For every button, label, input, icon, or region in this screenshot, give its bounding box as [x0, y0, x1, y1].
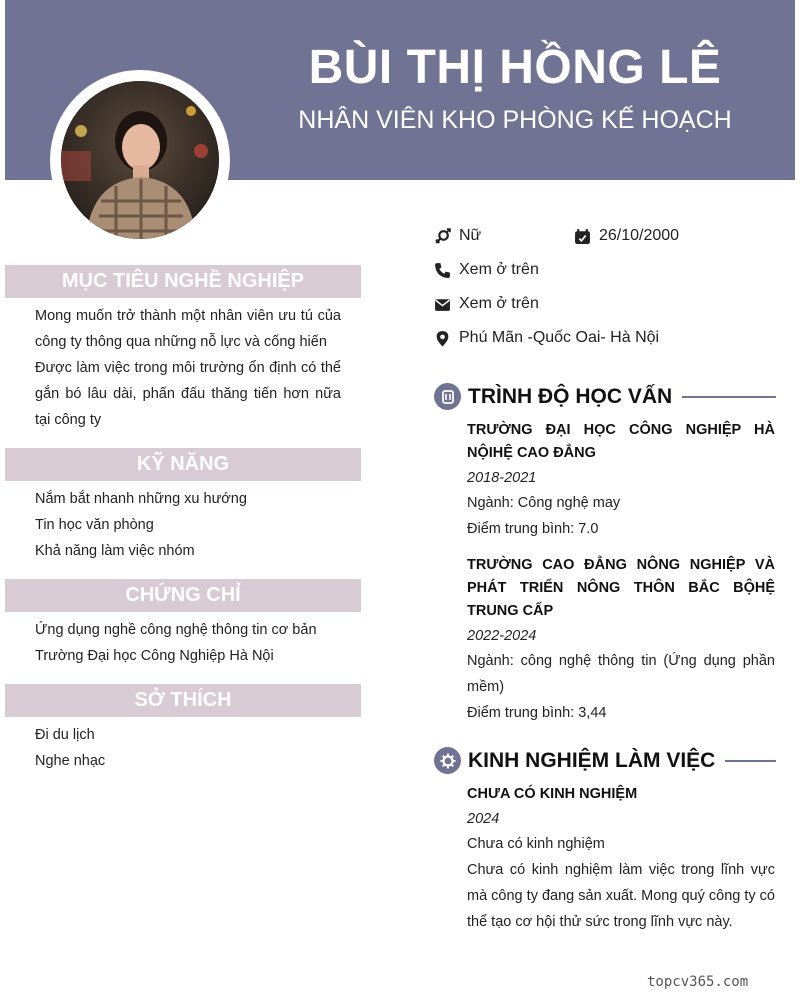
experience-description: Chưa có kinh nghiệm làm việc trong lĩnh vực mà công ty đang sản xuất. Mong quý công ty có thể tạo cơ hội thử sức trong lĩnh vực này.	[467, 862, 775, 930]
education-icon	[434, 383, 461, 410]
info-gender	[434, 227, 481, 245]
skill-item: Tin học văn phòng	[35, 517, 154, 533]
birthday-value: 26/10/2000	[599, 227, 680, 244]
skill-item: Khả năng làm việc nhóm	[35, 543, 195, 559]
email-icon	[434, 296, 451, 313]
calendar-icon	[574, 228, 591, 245]
phone-value: Xem ở trên	[459, 261, 539, 278]
objective-text	[35, 303, 341, 433]
section-skills-title: KỸ NĂNG	[5, 448, 361, 481]
email-value: Xem ở trên	[459, 295, 539, 312]
info-address	[434, 329, 659, 347]
skill-item: Nắm bắt nhanh những xu hướng	[35, 491, 247, 507]
section-divider	[725, 760, 776, 762]
education-period: 2018-2021	[467, 470, 537, 486]
hobbies-list	[35, 722, 341, 774]
watermark: topcv365.com	[647, 974, 749, 990]
candidate-name: BÙI THỊ HỒNG LÊ	[308, 41, 722, 94]
experience-item	[467, 783, 775, 935]
section-objective-title: MỤC TIÊU NGHỀ NGHIỆP	[5, 265, 361, 298]
phone-icon	[434, 262, 451, 279]
education-major: Ngành: Công nghệ may	[467, 495, 621, 511]
education-item	[467, 419, 775, 542]
objective-line: Được làm việc trong môi trường ổn định có thể gắn bó lâu dài, phấn đấu thăng tiến hơn nữa tại công ty	[35, 360, 341, 428]
address-value: Phú Mãn -Quốc Oai- Hà Nội	[459, 329, 660, 346]
education-gpa: Điểm trung bình: 3,44	[467, 705, 607, 721]
section-experience-header	[434, 747, 776, 774]
experience-position: Chưa có kinh nghiệm	[467, 836, 605, 852]
education-school: TRƯỜNG CAO ĐẲNG NÔNG NGHIỆP VÀ PHÁT TRIỂN NÔNG THÔN BẮC BỘHỆ TRUNG CẤP	[467, 557, 775, 619]
education-item	[467, 554, 775, 726]
section-education-header	[434, 383, 776, 410]
section-certificates-title: CHỨNG CHỈ	[5, 579, 361, 612]
gear-icon	[434, 747, 461, 774]
objective-line: Mong muốn trở thành một nhân viên ưu tú của công ty thông qua những nỗ lực và cống hiến	[35, 308, 341, 350]
section-divider	[682, 396, 776, 398]
experience-period: 2024	[467, 811, 500, 827]
hobby-item: Đi du lịch	[35, 727, 95, 743]
info-email	[434, 295, 539, 313]
gender-icon	[434, 228, 451, 245]
education-school: TRƯỜNG ĐẠI HỌC CÔNG NGHIỆP HÀ NỘIHỆ CAO ĐẲNG	[467, 422, 775, 461]
section-hobbies-title: SỞ THÍCH	[5, 684, 361, 717]
education-period: 2022-2024	[467, 628, 537, 644]
info-phone	[434, 261, 539, 279]
education-major: Ngành: công nghệ thông tin (Ứng dụng phần mềm)	[467, 653, 775, 695]
certificates-list	[35, 617, 341, 669]
experience-company: CHƯA CÓ KINH NGHIỆM	[467, 786, 638, 802]
avatar	[61, 81, 219, 239]
certificate-item: Trường Đại học Công Nghiệp Hà Nội	[35, 648, 274, 664]
certificate-item: Ứng dụng nghề công nghệ thông tin cơ bản	[35, 622, 317, 638]
education-gpa: Điểm trung bình: 7.0	[467, 521, 599, 537]
gender-value: Nữ	[459, 227, 482, 244]
location-pin-icon	[434, 330, 451, 347]
section-education-title: TRÌNH ĐỘ HỌC VẤN	[468, 384, 673, 408]
skills-list	[35, 486, 341, 564]
info-birthday	[574, 227, 679, 245]
candidate-role: NHÂN VIÊN KHO PHÒNG KẾ HOẠCH	[298, 106, 732, 134]
hobby-item: Nghe nhạc	[35, 753, 106, 769]
section-experience-title: KINH NGHIỆM LÀM VIỆC	[468, 748, 716, 772]
